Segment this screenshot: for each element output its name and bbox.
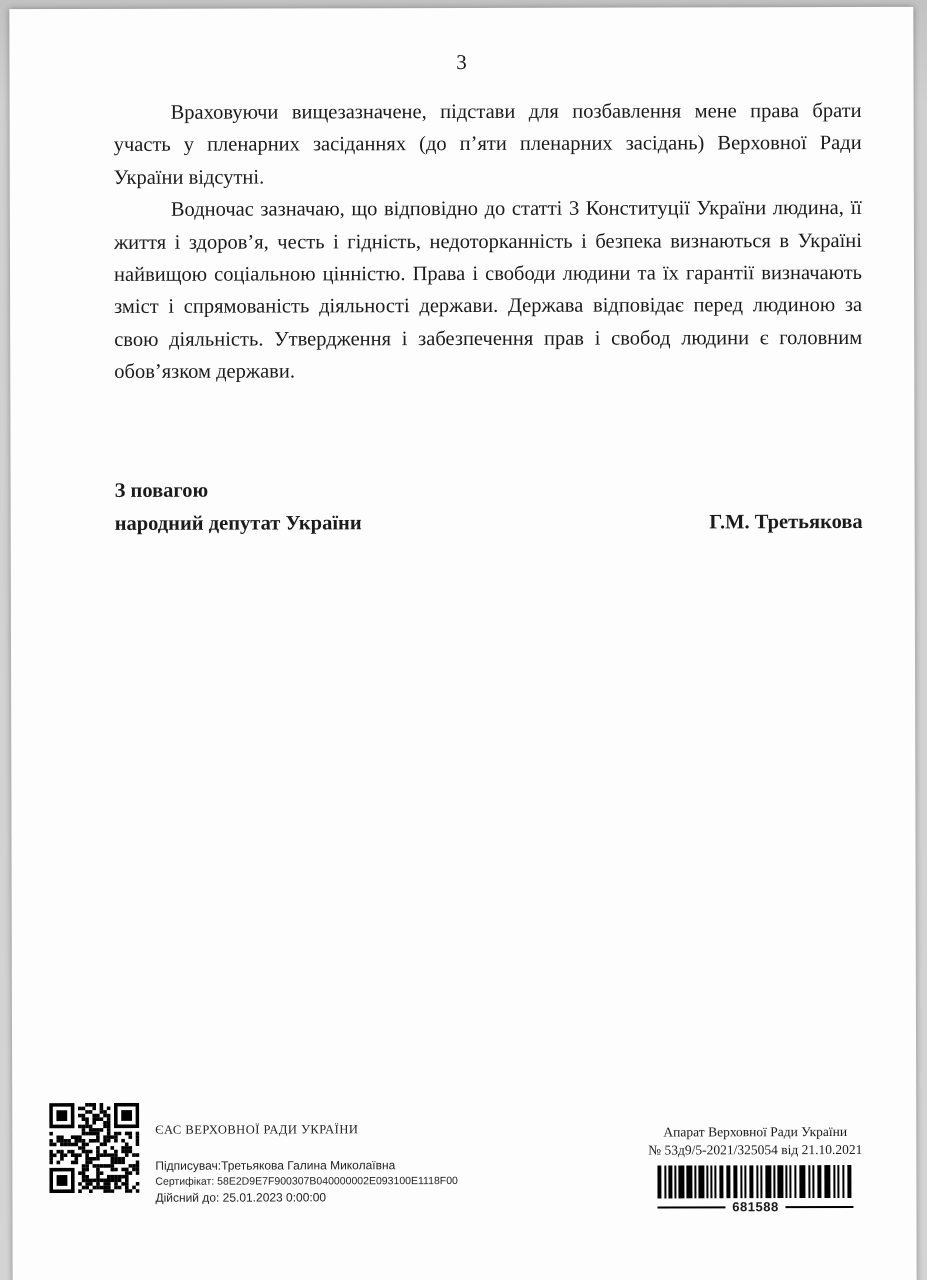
page-number: 3 xyxy=(456,49,467,75)
registration-number: № 53д9/5-2021/325054 від 21.10.2021 xyxy=(648,1141,863,1158)
valid-until: Дійсний до: 25.01.2023 0:00:00 xyxy=(155,1190,327,1205)
digital-signature-info xyxy=(155,1102,458,1205)
barcode-bearer-line-right xyxy=(786,1206,854,1208)
signature-stamp-block xyxy=(49,1102,458,1205)
signature-block xyxy=(115,473,863,540)
paragraph-1: Враховуючи вищезазначене, підстави для позбавлення мене права брати участь у пленарних засіданнях (до п’яти пленарних засідань) Верховної Ради України відсутні. xyxy=(113,99,862,189)
signature-salutation: З повагою xyxy=(114,479,209,502)
registration-stamp-block xyxy=(637,1101,873,1217)
barcode-bearer-line-left xyxy=(657,1206,725,1208)
barcode xyxy=(637,1165,873,1217)
eas-title: ЄАС ВЕРХОВНОЇ РАДИ УКРАЇНИ xyxy=(155,1122,359,1137)
signature-row xyxy=(115,505,863,539)
barcode-caption xyxy=(657,1198,853,1217)
barcode-number: 681588 xyxy=(732,1199,779,1215)
office-name: Апарат Верховної Ради України xyxy=(663,1123,848,1140)
document-body xyxy=(114,95,863,389)
certificate-number: Сертифікат: 58E2D9E7F900307B040000002E093100E1118F00 xyxy=(155,1175,458,1188)
document-page xyxy=(9,7,916,1280)
qr-code xyxy=(49,1103,139,1193)
paragraph-2: Водночас зазначаю, що відповідно до статті 3 Конституції України людина, її життя і здоров’я, честь і гідність, недоторканність і безпека визнаються в Україні найвищою соціальною цінністю. Права і свободи людини та їх гарантії визначають зміст і спрямованість діяльності держави. Держава відповідає перед людиною за свою діяльність. Утвердження і забезпечення прав і свобод людини є головним обов’язком держави. xyxy=(113,197,863,384)
signature-title: народний депутат України xyxy=(114,511,362,535)
barcode-bars xyxy=(657,1165,853,1199)
signer-name: Підписувач:Третьякова Галина Миколаївна xyxy=(155,1158,396,1173)
signature-name: Г.М. Третьякова xyxy=(709,510,863,533)
document-footer xyxy=(49,1101,873,1218)
